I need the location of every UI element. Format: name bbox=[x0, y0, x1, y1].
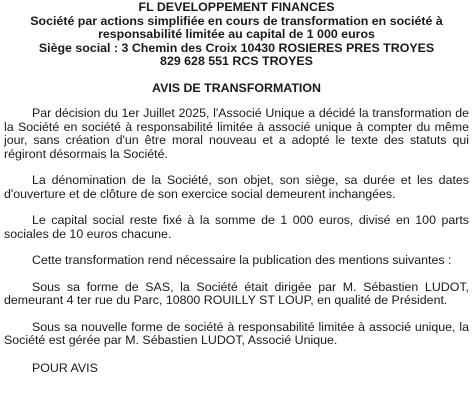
closing-signature: POUR AVIS bbox=[32, 360, 98, 375]
notice-title: AVIS DE TRANSFORMATION bbox=[152, 80, 321, 95]
paragraph-publication: Cette transformation rend nécessaire la publication des mentions suivantes : bbox=[32, 253, 452, 267]
rcs-number: 829 628 551 RCS TROYES bbox=[160, 54, 313, 68]
registered-office: Siège social : 3 Chemin des Croix 10430 ROSIERES PRES TROYES bbox=[38, 40, 435, 55]
company-name: FL DEVELOPPEMENT FINANCES bbox=[138, 0, 335, 14]
paragraph-share-capital: Le capital social reste fixé à la somme de 1 000 euros, divisé en 100 parts sociales de 10 euros chacune. bbox=[4, 213, 469, 241]
company-legal-form-line-2: responsabilité limitée au capital de 1 000 euros bbox=[98, 27, 375, 41]
paragraph-former-management: Sous sa forme de SAS, la Société était dirigée par M. Sébastien LUDOT, demeurant 4 ter rue du Parc, 10800 ROUILLY ST LOUP, en qualité de Président. bbox=[4, 279, 469, 307]
paragraph-unchanged-terms: La dénomination de la Société, son objet, son siège, sa durée et les dates d'ouverture et de clôture de son exercice social demeurent inchangées. bbox=[4, 173, 469, 201]
company-legal-form-line-1: Société par actions simplifiée en cours de transformation en société à bbox=[30, 13, 443, 28]
paragraph-decision: Par décision du 1er Juillet 2025, l'Associé Unique a décidé la transformation de la Société en société à responsabilité limitée à associé unique à compter du même jour, sans création d'un être moral nouveau et a adopté le texte des statuts qui régiront désormais la Société. bbox=[4, 106, 469, 161]
company-header bbox=[4, 1, 469, 69]
paragraph-new-management: Sous sa nouvelle forme de société à responsabilité limitée à associé unique, la Société est gérée par M. Sébastien LUDOT, Associé Unique. bbox=[4, 319, 469, 347]
